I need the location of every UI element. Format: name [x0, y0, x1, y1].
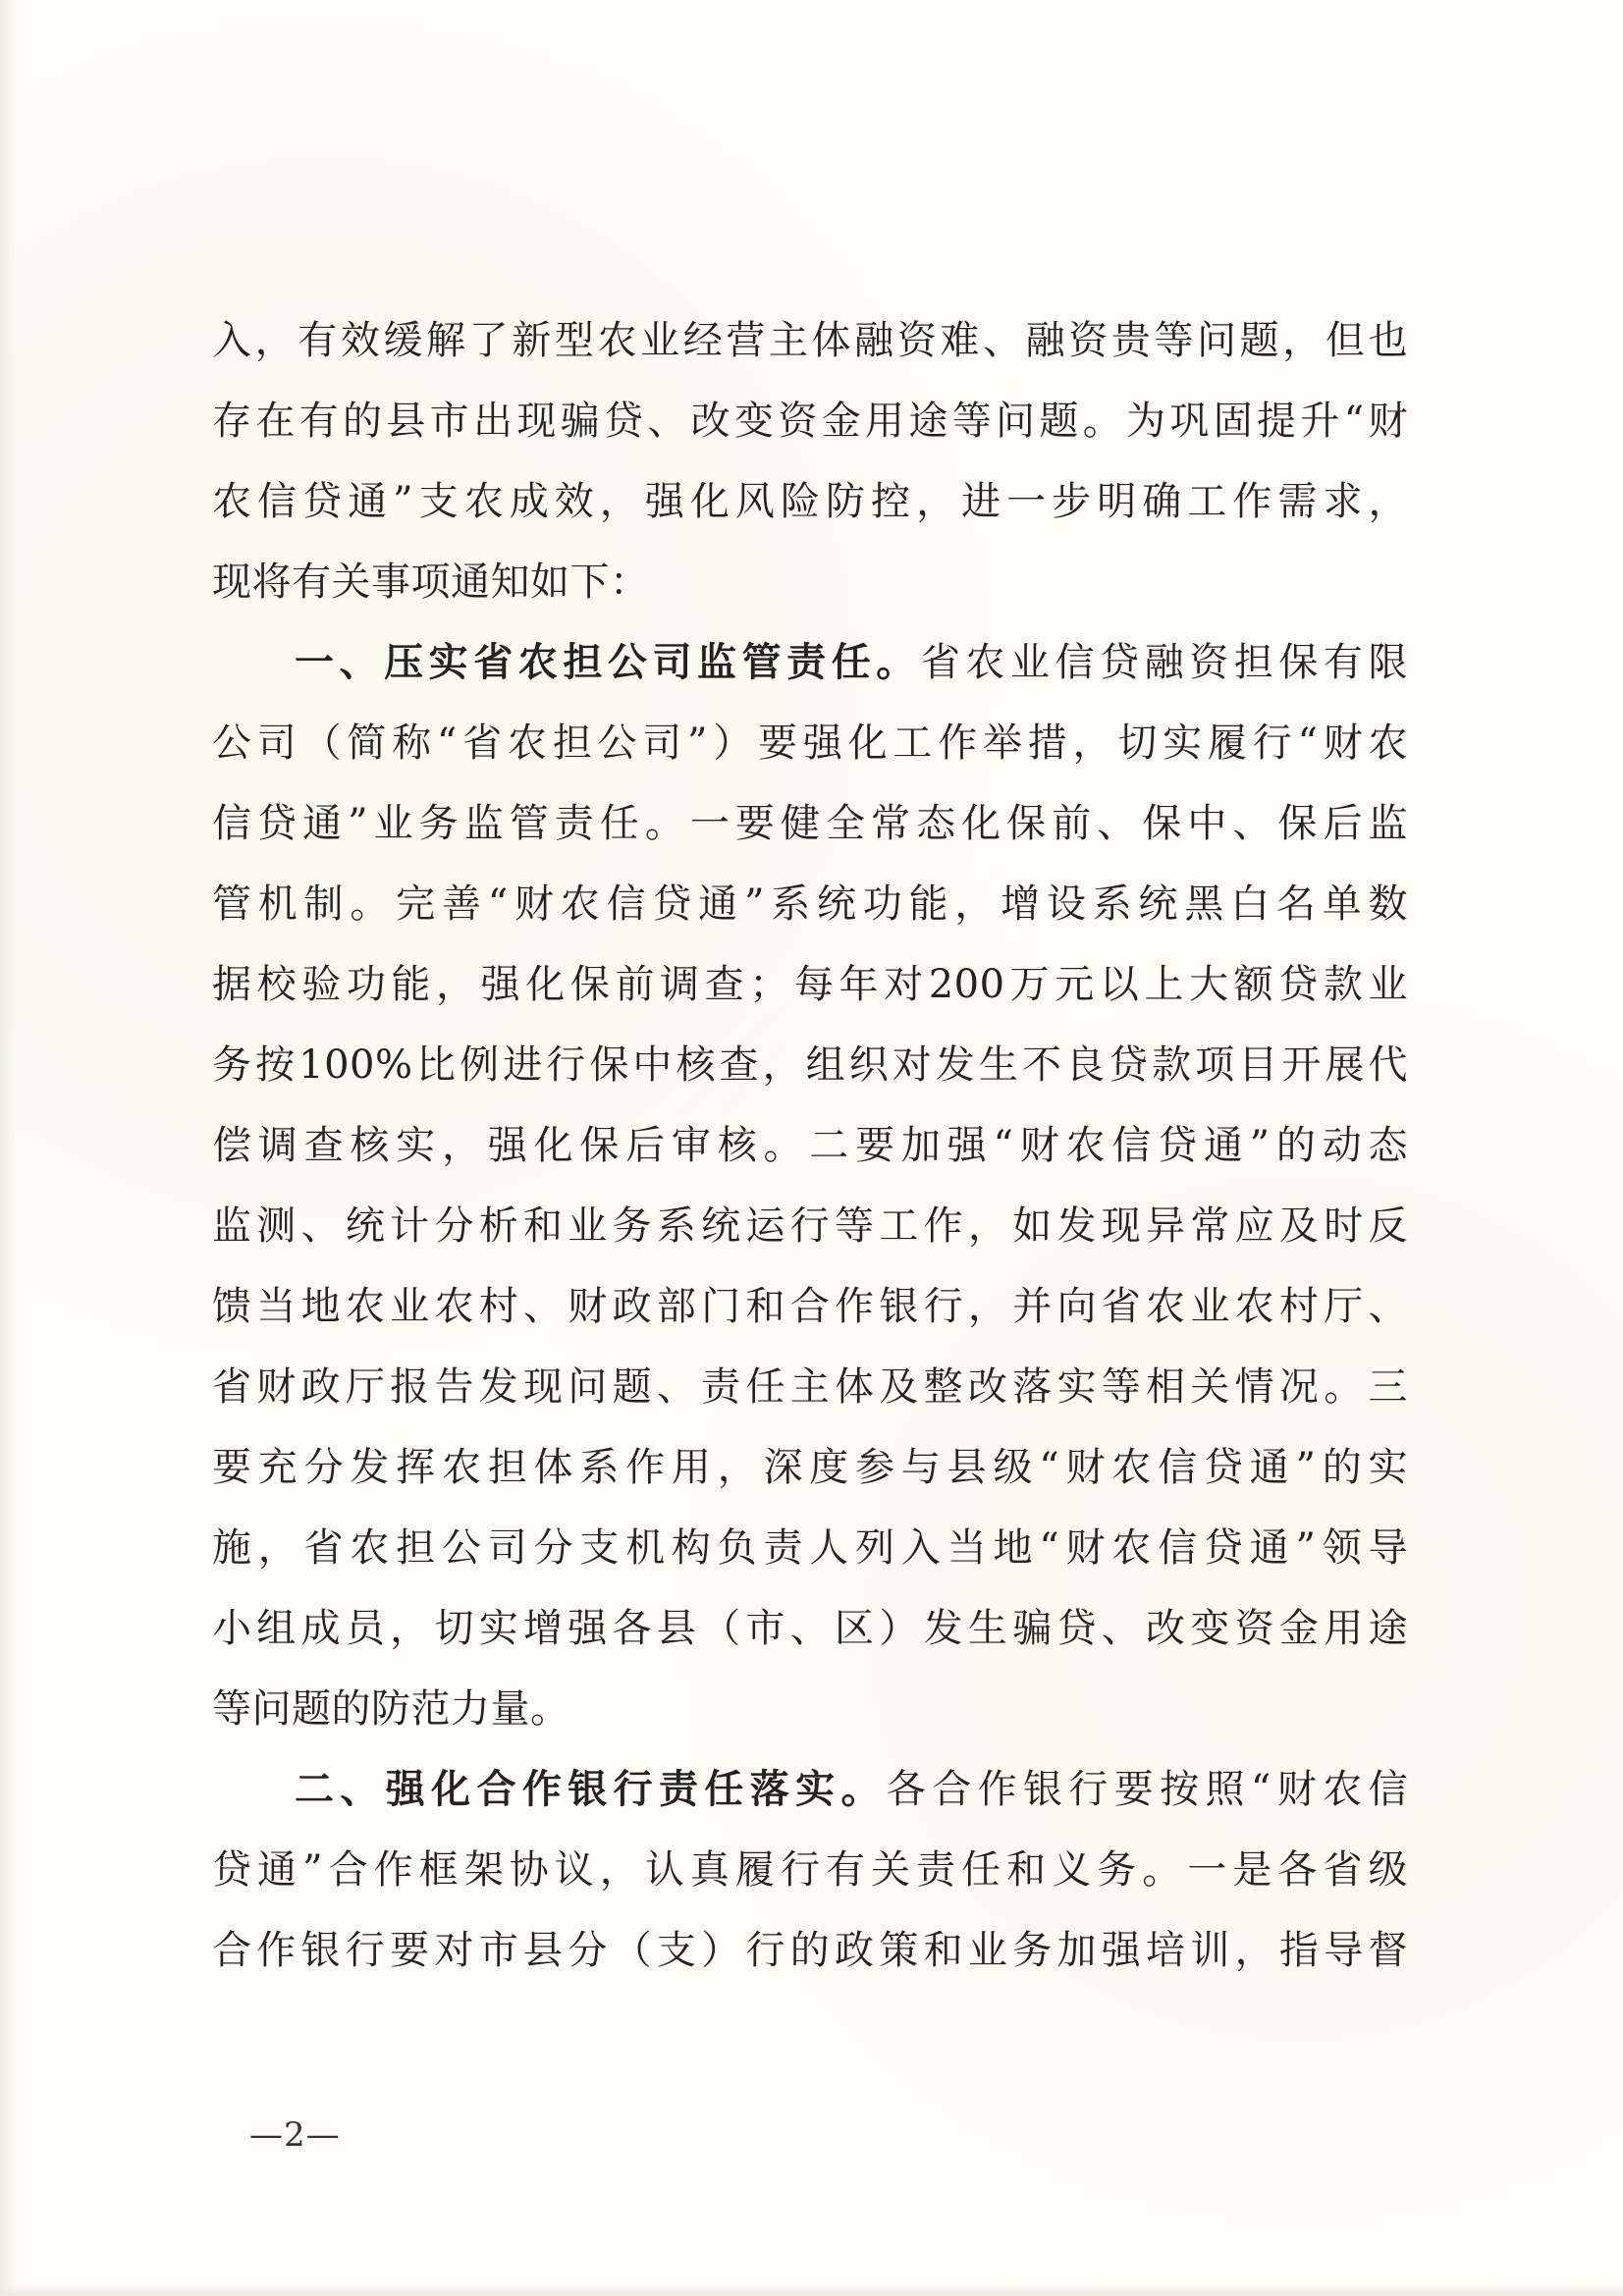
section-1-heading: 一、压实省农担公司监管责任。 [295, 640, 921, 685]
page-number: —2— [249, 2115, 341, 2155]
section-2-heading: 二、强化合作银行责任落实。 [295, 1767, 887, 1812]
section-1-line: 管机制。完善“财农信贷通”系统功能，增设系统黑白名单数 [212, 881, 1408, 927]
section-1-line: 施，省农担公司分支机构负责人列入当地“财农信贷通”领导 [212, 1525, 1408, 1571]
section-2-first-line-text: 各合作银行要按照“财农信 [886, 1767, 1409, 1812]
section-1-first-line [212, 622, 1408, 703]
document-body [212, 300, 1408, 1991]
section-1-line: 馈当地农业农村、财政部门和合作银行，并向省农业农村厅、 [212, 1284, 1408, 1329]
section-1-line: 偿调查核实，强化保后审核。二要加强“财农信贷通”的动态 [212, 1123, 1408, 1168]
section-1-line: 省财政厅报告发现问题、责任主体及整改落实等相关情况。三 [212, 1364, 1408, 1410]
section-1-line: 等问题的防范力量。 [212, 1686, 570, 1732]
section-1-line: 小组成员，切实增强各县（市、区）发生骗贷、改变资金用途 [212, 1606, 1408, 1651]
body-line: 入，有效缓解了新型农业经营主体融资难、融资贵等问题，但也 [212, 318, 1408, 363]
body-line: 存在有的县市出现骗贷、改变资金用途等问题。为巩固提升“财 [212, 399, 1408, 444]
section-2-line: 贷通”合作框架协议，认真履行有关责任和义务。一是各省级 [212, 1847, 1408, 1893]
section-1-line: 信贷通”业务监管责任。一要健全常态化保前、保中、保后监 [212, 801, 1408, 846]
section-1-line: 据校验功能，强化保前调查；每年对200万元以上大额贷款业 [212, 962, 1408, 1007]
body-line: 农信贷通”支农成效，强化风险防控，进一步明确工作需求， [212, 479, 1408, 524]
section-1-line: 公司（简称“省农担公司”）要强化工作举措，切实履行“财农 [212, 721, 1408, 766]
section-2-first-line [212, 1749, 1408, 1830]
scan-edge-left [0, 0, 18, 2296]
section-2-line: 合作银行要对市县分（支）行的政策和业务加强培训，指导督 [212, 1928, 1408, 1973]
section-1-line: 监测、统计分析和业务系统运行等工作，如发现异常应及时反 [212, 1203, 1408, 1249]
scan-edge-bottom [0, 2284, 1623, 2296]
section-1-line: 务按100%比例进行保中核查，组织对发生不良贷款项目开展代 [212, 1042, 1408, 1088]
body-line: 现将有关事项通知如下： [212, 560, 650, 605]
section-1-first-line-text: 省农业信贷融资担保有限 [920, 640, 1408, 685]
section-1-line: 要充分发挥农担体系作用，深度参与县级“财农信贷通”的实 [212, 1445, 1408, 1490]
